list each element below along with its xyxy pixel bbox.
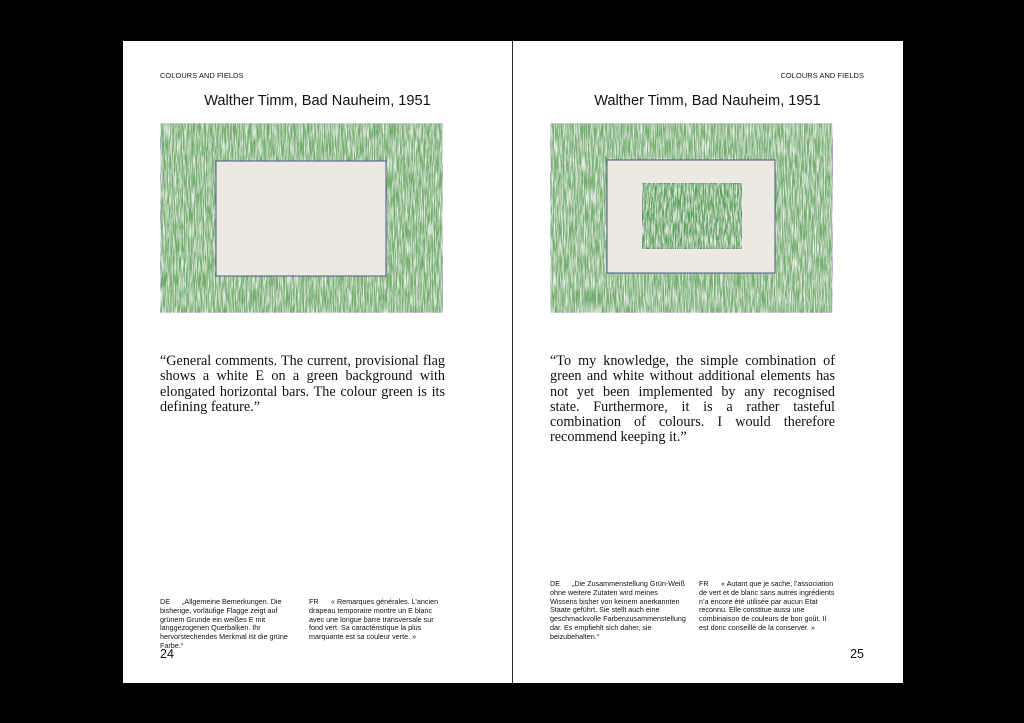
right-page	[513, 41, 902, 683]
german-text: „Die Zusammenstellung Grün-Weiß ohne weitere Zutaten wird meines Wissens bisher von keinem anerkannten Staate geführt. Sie stellt auch eine geschmackvolle Farbenzusammenstellung dar. Es empfiehlt sich daher, sie beizubehalten.“	[550, 579, 686, 641]
french-text: « Autant que je sache, l’association de vert et de blanc sans autres ingrédients n’a encore été utilisée par aucun Etat reconnu. Elle constitue aussi une combinaison de couleurs de bon goût. Il est donc conseillé de la conserver. »	[699, 579, 835, 632]
green-center	[642, 183, 742, 249]
french-translation	[309, 598, 445, 642]
book-spread	[123, 41, 903, 683]
illustration-caption: Walther Timm, Bad Nauheim, 1951	[204, 93, 431, 109]
lang-label-de: DE	[550, 579, 560, 588]
page-number: 24	[160, 647, 174, 661]
running-head: COLOURS AND FIELDS	[160, 71, 244, 80]
running-head: COLOURS AND FIELDS	[780, 71, 864, 80]
german-translation	[160, 598, 296, 651]
lang-label-fr: FR	[699, 579, 709, 588]
german-text: „Allgemeine Bemerkungen. Die bisherige, vorläufige Flagge zeigt auf grünem Grunde ein weißes E mit langgezogenen Querbalken. Ihr hervorstechendes Merkmal ist die grüne Farbe.“	[160, 597, 288, 650]
french-translation	[699, 580, 835, 633]
lang-label-de: DE	[160, 597, 170, 606]
flag-drawing-svg	[550, 123, 833, 313]
page-number: 25	[850, 647, 864, 661]
german-translation	[550, 580, 686, 642]
lang-label-fr: FR	[309, 597, 319, 606]
french-text: « Remarques générales. L’ancien drapeau temporaire montre un E blanc avec une longue barre transversale sur fond vert. Sa caractéristique la plus marquante est sa couleur verte. »	[309, 597, 439, 642]
english-quote: “General comments. The current, provisional flag shows a white E on a green background with elongated horizontal bars. The colour green is its defining feature.”	[160, 353, 445, 415]
flag-drawing	[550, 123, 833, 313]
left-page	[123, 41, 512, 683]
english-quote: “To my knowledge, the simple combination of green and white without additional elements has not yet been implemented by any recognised state. Furthermore, it is a rather tasteful combination of colours. I would therefore recommend keeping it.”	[550, 353, 835, 446]
white-center	[216, 161, 386, 276]
flag-drawing	[160, 123, 443, 313]
flag-drawing-svg	[160, 123, 443, 313]
illustration-caption: Walther Timm, Bad Nauheim, 1951	[594, 93, 821, 109]
